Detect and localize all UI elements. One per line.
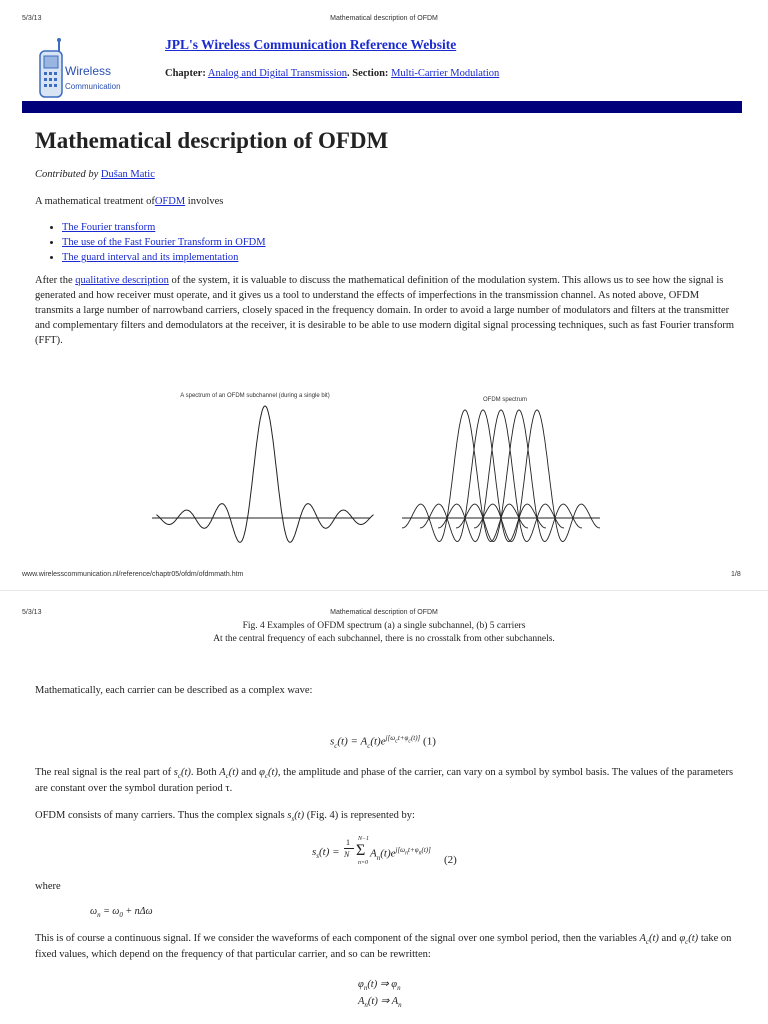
text-where: where (35, 881, 61, 892)
contributed-label: Contributed by (35, 169, 99, 180)
fft-link[interactable]: The use of the Fast Fourier Transform in OFDM (62, 237, 266, 248)
list-item (62, 235, 266, 250)
text-many-carriers-b: (Fig. 4) is represented by: (306, 810, 415, 821)
logo-text-communication: Communication (65, 82, 121, 91)
carrier-curve-3 (438, 410, 564, 542)
text-continuous-a: This is of course a continuous signal. If we consider the waveforms of each component of the signal over one symbol period, then the variables (35, 933, 637, 944)
contributor-link[interactable]: Dušan Matic (100, 169, 155, 180)
intro-paragraph (35, 274, 735, 349)
list-item (62, 250, 266, 265)
single-subchannel-curve (157, 406, 374, 542)
carrier-curve-4 (456, 410, 582, 542)
text-real-signal-a: The real signal is the real part of (35, 767, 172, 778)
text-many-carriers-a: OFDM consists of many carriers. Thus the complex signals (35, 810, 285, 821)
topic-list (47, 220, 266, 265)
page-date: 5/3/13 (22, 15, 42, 22)
page-title: Mathematical description of OFDM (35, 128, 389, 153)
text-continuous-c: take on fixed values, which depend on the frequency of that particular carrier, and so can be rewritten: (35, 933, 732, 961)
page-date: 5/3/13 (22, 609, 42, 616)
guard-interval-link[interactable]: The guard interval and its implementation (62, 252, 239, 263)
carrier-curve-1 (402, 410, 528, 542)
text-many-carriers: OFDM consists of many carriers. Thus the complex signals $s_s(t)$ (Fig. 4) is represented by: (35, 810, 415, 824)
text-real-signal-b: . Both (190, 767, 217, 778)
equation-2-number: (2) (444, 854, 457, 866)
intro-line (35, 196, 223, 207)
phone-icon (35, 38, 67, 100)
intro-prefix: A mathematical treatment of (35, 196, 155, 207)
list-item (62, 220, 266, 235)
section-link[interactable]: Multi-Carrier Modulation (391, 68, 500, 79)
qualitative-description-link[interactable]: qualitative description (75, 275, 169, 286)
section-label: . Section: (347, 68, 389, 79)
para-prefix: After the (35, 275, 73, 286)
equation-1-number: (1) (423, 735, 436, 748)
figure-caption-line2: At the central frequency of each subchannel, there is no crosstalk from other subchannels. (213, 634, 555, 644)
contributed-by (35, 169, 155, 180)
breadcrumb (165, 68, 499, 79)
page-header-title: Mathematical description of OFDM (330, 609, 438, 616)
ofdm-link[interactable]: OFDM (154, 196, 186, 207)
text-continuous-signal: This is of course a continuous signal. If we consider the waveforms of each component of the signal over one symbol period, then the variables $A_c(t)$ and $\varphi_c(t)$ take on fixed values, which depend on the frequency of that particular carrier, and so can be rewritten: (35, 933, 732, 961)
site-logo[interactable] (35, 38, 135, 100)
page-separator (0, 590, 768, 591)
figure-right-caption: OFDM spectrum (482, 397, 527, 403)
intro-suffix: involves (187, 196, 224, 207)
text-complex-wave: Mathematically, each carrier can be described as a complex wave: (35, 685, 313, 696)
text-real-signal: The real signal is the real part of $s_c(t)$. Both $A_c(t)$ and $\varphi_c(t)$, the amplitude and phase of the carrier, can vary on a symbol by symbol basis. The values of the parameters are constant over the symbol duration period τ. (35, 767, 734, 795)
fourier-transform-link[interactable]: The Fourier transform (62, 222, 156, 233)
carrier-curve-2 (420, 410, 546, 542)
text-real-signal-c: and (241, 767, 257, 778)
header-divider-bar (22, 101, 742, 113)
carrier-curve-5 (474, 410, 600, 542)
page-header-title: Mathematical description of OFDM (330, 15, 438, 22)
chapter-label: Chapter: (165, 68, 206, 79)
footer-page-number: 1/8 (731, 571, 741, 578)
five-carrier-curves (402, 410, 600, 542)
logo-text-wireless: Wireless (65, 64, 112, 78)
equation-omega: $\omega_n = \omega_0 + n\Delta\omega$ (90, 906, 153, 919)
equation-1: $s_c(t) = A_c(t)e^{j[\omega_ct+\varphi_c(t)]}$ (1) (330, 734, 436, 750)
figure-left-caption: A spectrum of an OFDM subchannel (during a single bit) (180, 393, 330, 399)
figure-caption-line1: Fig. 4 Examples of OFDM spectrum (a) a single subchannel, (b) 5 carriers (242, 621, 526, 631)
ofdm-spectrum-figure (140, 400, 600, 560)
footer-url[interactable]: www.wirelesscommunication.nl/reference/chaptr05/ofdm/ofdmmath.htm (22, 571, 244, 578)
site-title-link[interactable]: JPL's Wireless Communication Reference Website (165, 37, 457, 52)
para-body: of the system, it is valuable to discuss the mathematical definition of the modulation system. This allows us to see how the signal is generated and how receiver must operate, and it gives us a tool to understand the effects of imperfections in the transmission channel. As noted above, OFDM transmits a large number of narrowband carriers, closely spaced in the frequency domain. In order to avoid a large number of modulators and filters at the transmitter and complementary filters and demodulators at the receiver, it is desirable to be able to use modern digital signal processing techniques, such as fast Fourier transform (FFT). (35, 275, 735, 346)
text-real-signal-d: , the amplitude and phase of the carrier, can vary on a symbol by symbol basis. The values of the parameters are constant over the symbol duration period τ. (35, 767, 734, 795)
chapter-link[interactable]: Analog and Digital Transmission (207, 68, 348, 79)
text-continuous-b: and (661, 933, 677, 944)
equation-2: $s_s(t)$ = 1 N N−1 Σ n=0 $A_n(t)e^{j[\omega_nt+\varphi_n(t)]}$ (2) (312, 836, 457, 866)
equation-fixed-values: $\varphi_n(t)$ ⇒ $\varphi_n$ $A_n(t)$ ⇒ $A_n$ (358, 979, 402, 1010)
